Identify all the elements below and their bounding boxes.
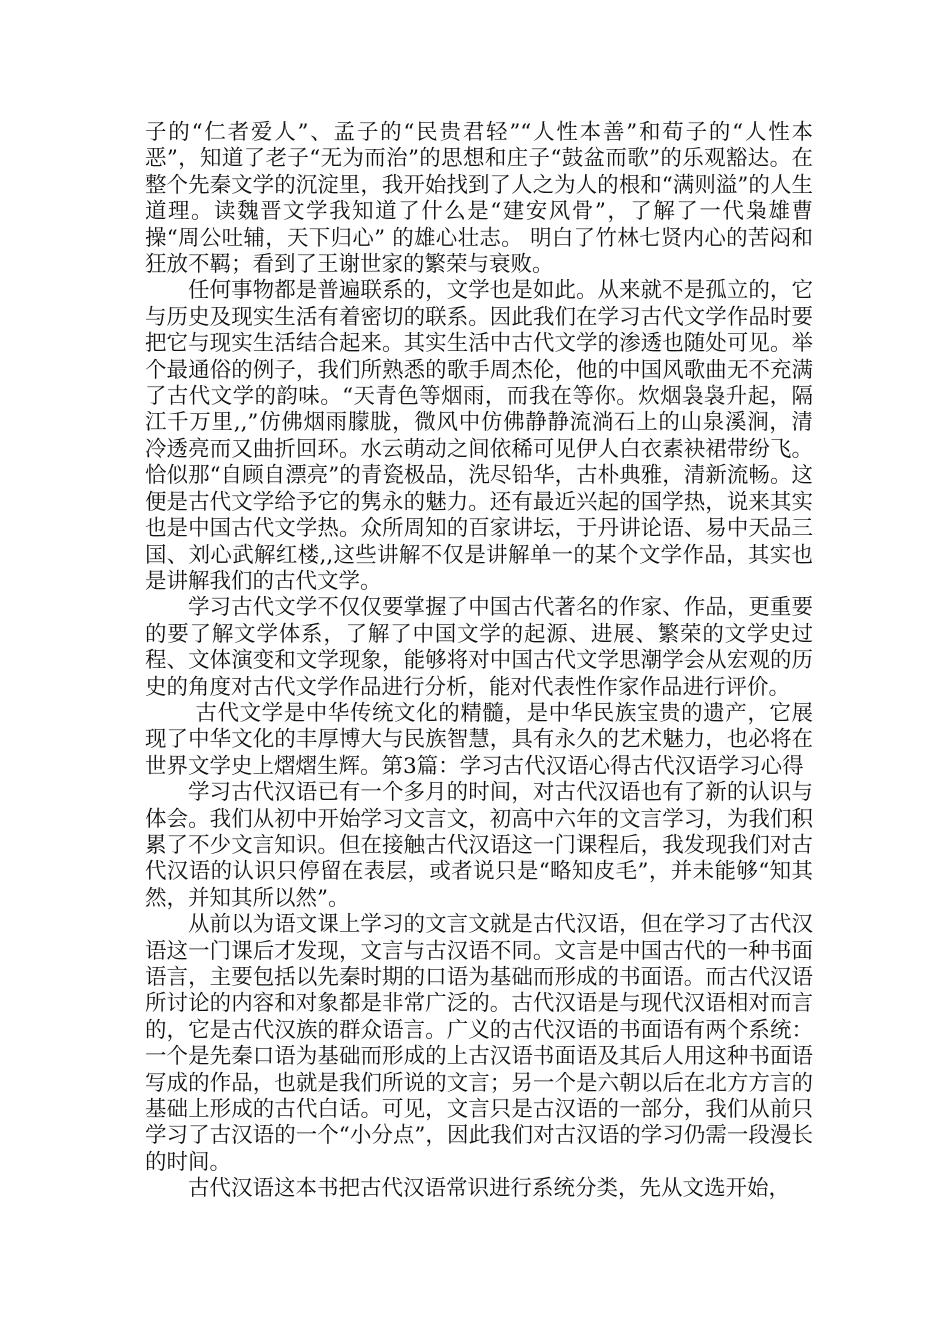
paragraph-5: 学习古代汉语已有一个多月的时间，对古代汉语也有了新的认识与体会。我们从初中开始学习文言文，初高中六年的文言学习，为我们积累了不少文言知识。但在接触古代汉语这一门课程后，我发现我们对古代汉语的认识只停留在表层，或者说只是“略知皮毛”，并未能够“知其然，并知其所以然”。	[145, 780, 813, 911]
paragraph-6: 从前以为语文课上学习的文言文就是古代汉语，但在学习了古代汉语这一门课后才发现，文言与古汉语不同。文言是中国古代的一种书面语言，主要包括以先秦时期的口语为基础而形成的书面语。而古代汉语所讨论的内容和对象都是非常广泛的。古代汉语是与现代汉语相对而言的，它是古代汉族的群众语言。广义的古代汉语的书面语有两个系统：一个是先秦口语为基础而形成的上古汉语书面语及其后人用这种书面语写成的作品，也就是我们所说的文言；另一个是六朝以后在北方方言的基础上形成的古代白话。可见，文言只是古汉语的一部分，我们从前只学习了古汉语的一个“小分点”，因此我们对古汉语的学习仍需一段漫长的时间。	[145, 912, 813, 1175]
paragraph-2: 任何事物都是普遍联系的，文学也是如此。从来就不是孤立的，它与历史及现实生活有着密切的联系。因此我们在学习古代文学作品时要把它与现实生活结合起来。其实生活中古代文学的渗透也随处可见。举个最通俗的例子，我们所熟悉的歌手周杰伦，他的中国风歌曲无不充满了古代文学的韵味。“天青色等烟雨，而我在等你。炊烟袅袅升起，隔江千万里,,”仿佛烟雨朦胧，微风中仿佛静静流淌石上的山泉溪涧，清冷透亮而又曲折回环。水云萌动之间依稀可见伊人白衣素袂裙带纷飞。恰似那“自顾自漂亮”的青瓷极品，洗尽铅华，古朴典雅，清新流畅。这便是古代文学给予它的隽永的魅力。还有最近兴起的国学热，说来其实也是中国古代文学热。众所周知的百家讲坛，于丹讲论语、易中天品三国、刘心武解红楼,,这些讲解不仅是讲解单一的某个文学作品，其实也是讲解我们的古代文学。	[145, 278, 813, 594]
paragraph-7: 古代汉语这本书把古代汉语常识进行系统分类，先从文选开始，	[188, 1176, 791, 1202]
paragraph-4: 古代文学是中华传统文化的精髓，是中华民族宝贵的遗产，它展现了中华文化的丰厚博大与民族智慧，具有永久的艺术魅力，也必将在世界文学史上熠熠生辉。第3篇：学习古代汉语心得古代汉语学习心得	[145, 700, 813, 779]
paragraph-3: 学习古代文学不仅仅要掌握了中国古代著名的作家、作品，更重要的要了解文学体系，了解了中国文学的起源、进展、繁荣的文学史过程、文体演变和文学现象，能够将对中国古代文学思潮学会从宏观的历史的角度对古代文学作品进行分析，能对代表性作家作品进行评价。	[145, 595, 813, 700]
paragraph-1: 子的“仁者爱人”、孟子的“民贵君轻”“人性本善”和荀子的“人性本恶”，知道了老子“无为而治”的思想和庄子“鼓盆而歌”的乐观豁达。在整个先秦文学的沉淀里，我开始找到了人之为人的根和“满则溢”的人生道理。读魏晋文学我知道了什么是“建安风骨”，了解了一代枭雄曹操“周公吐辅，天下归心” 的雄心壮志。 明白了竹林七贤内心的苦闷和狂放不羁；看到了王谢世家的繁荣与衰败。	[145, 120, 813, 278]
document-page	[145, 120, 813, 1203]
